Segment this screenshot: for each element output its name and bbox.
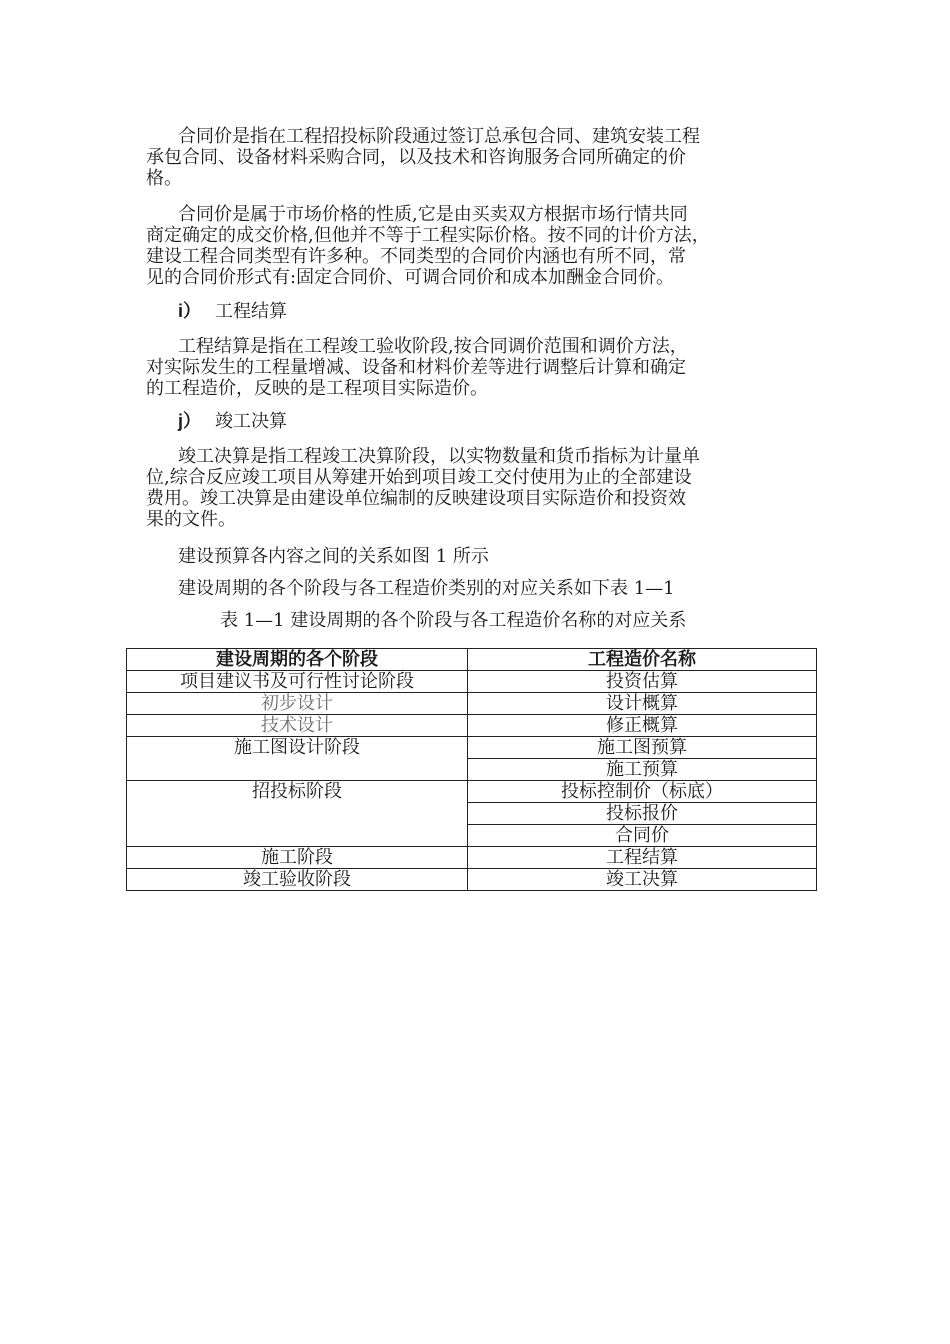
- text-line: 合同价是属于市场价格的性质,它是由买卖双方根据市场行情共同: [178, 204, 688, 225]
- text-line: 合同价是指在工程招投标阶段通过签订总承包合同、建筑安装工程: [178, 126, 700, 147]
- text-line: 竣工决算是指工程竣工决算阶段，以实物数量和货币指标为计量单: [178, 446, 700, 467]
- text-line: 的工程造价，反映的是工程项目实际造价。: [146, 378, 488, 399]
- paragraph-contract-price-definition: [146, 126, 816, 189]
- column-header-cost: 工程造价名称: [468, 649, 817, 671]
- stage-cost-table: [126, 648, 817, 891]
- cost-cell: 修正概算: [468, 715, 817, 737]
- text-line: 位,综合反应竣工项目从筹建开始到项目竣工交付使用为止的全部建设: [146, 467, 692, 488]
- heading-title: 工程结算: [215, 301, 288, 322]
- cost-cell: 投标控制价（标底）: [468, 781, 817, 803]
- heading-number: j）: [178, 411, 202, 431]
- text-line: 果的文件。: [146, 509, 236, 530]
- stage-cell: 竣工验收阶段: [127, 869, 468, 891]
- section-heading-j: [178, 410, 287, 433]
- stage-cell: 项目建议书及可行性讨论阶段: [127, 671, 468, 693]
- text-line: 格。: [146, 168, 182, 189]
- cost-cell: 投资估算: [468, 671, 817, 693]
- text-line: 对实际发生的工程量增减、设备和材料价差等进行调整后计算和确定: [146, 357, 686, 378]
- stage-cell: 施工阶段: [127, 847, 468, 869]
- text-line: 承包合同、设备材料采购合同，以及技术和咨询服务合同所确定的价: [146, 147, 686, 168]
- table-row: [127, 737, 817, 759]
- cost-cell: 施工预算: [468, 759, 817, 781]
- text-line: 见的合同价形式有:固定合同价、可调合同价和成本加酬金合同价。: [146, 267, 675, 288]
- table-caption: 表 1—1 建设周期的各个阶段与各工程造价名称的对应关系: [220, 610, 687, 631]
- text-line: 费用。竣工决算是由建设单位编制的反映建设项目实际造价和投资效: [146, 488, 686, 509]
- stage-cell: 初步设计: [127, 693, 468, 715]
- cost-cell: 合同价: [468, 825, 817, 847]
- paragraph-contract-price-nature: [146, 204, 816, 288]
- table-row: [127, 715, 817, 737]
- cost-cell: 工程结算: [468, 847, 817, 869]
- heading-title: 竣工决算: [215, 411, 288, 432]
- paragraph-final-accounts: [146, 446, 816, 530]
- stage-cell: 技术设计: [127, 715, 468, 737]
- cost-cell: 竣工决算: [468, 869, 817, 891]
- table-row: [127, 693, 817, 715]
- table-reference-line: 建设周期的各个阶段与各工程造价类别的对应关系如下表 1—1: [178, 578, 675, 599]
- text-line: 商定确定的成交价格,但他并不等于工程实际价格。按不同的计价方法，: [146, 225, 710, 246]
- paragraph-settlement: [146, 336, 816, 399]
- text-line: 工程结算是指在工程竣工验收阶段,按合同调价范围和调价方法，: [178, 336, 688, 357]
- column-header-stage: 建设周期的各个阶段: [127, 649, 468, 671]
- section-heading-i: [178, 300, 287, 323]
- cost-cell: 投标报价: [468, 803, 817, 825]
- stage-cell: 施工图设计阶段: [127, 737, 468, 781]
- text-line: 建设工程合同类型有许多种。不同类型的合同价内涵也有所不同，常: [146, 246, 686, 267]
- stage-cell: 招投标阶段: [127, 781, 468, 847]
- cost-cell: 设计概算: [468, 693, 817, 715]
- figure-reference-line: 建设预算各内容之间的关系如图 1 所示: [178, 546, 489, 567]
- table-row: [127, 671, 817, 693]
- table-row: [127, 781, 817, 803]
- cost-cell: 施工图预算: [468, 737, 817, 759]
- table-header-row: [127, 649, 817, 671]
- table-row: [127, 869, 817, 891]
- heading-number: i）: [178, 301, 202, 321]
- table-row: [127, 847, 817, 869]
